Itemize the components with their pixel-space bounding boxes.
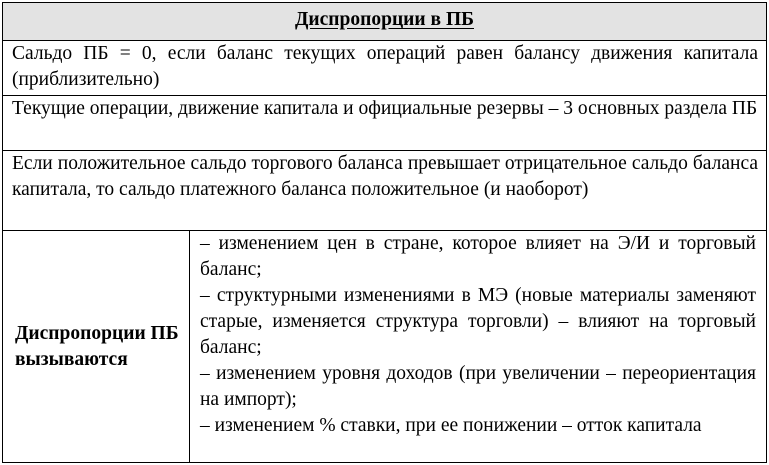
table-row: [3, 151, 767, 231]
table-row: [3, 96, 767, 151]
table-title-text: Диспропорции в ПБ: [294, 9, 474, 30]
causes-label: Диспропорции ПБ вызываются: [3, 231, 190, 463]
header-row: [3, 3, 767, 41]
table-row: [3, 41, 767, 96]
balance-table: [2, 2, 767, 463]
list-item: – изменением уровня доходов (при увеличении – переориентация на импорт);: [200, 363, 756, 410]
list-item: – структурными изменениями в МЭ (новые материалы заменяют старые, изменяется структура торговли) – влияют на торговый баланс;: [200, 285, 756, 358]
list-item: – изменением % ставки, при ее понижении – отток капитала: [200, 415, 702, 436]
row-text-3: Если положительное сальдо торгового баланса превышает отрицательное сальдо баланса капитала, то сальдо платежного баланса положительное (и наоборот): [3, 151, 767, 231]
row-text-1: Сальдо ПБ = 0, если баланс текущих операций равен балансу движения капитала (приблизительно): [3, 41, 767, 96]
row-text-2: Текущие операции, движение капитала и официальные резервы – 3 основных раздела ПБ: [3, 96, 767, 151]
causes-row: [3, 231, 767, 463]
list-item: – изменением цен в стране, которое влияет на Э/И и торговый баланс;: [200, 233, 756, 280]
table-title: [3, 3, 767, 41]
causes-list: [190, 231, 767, 463]
